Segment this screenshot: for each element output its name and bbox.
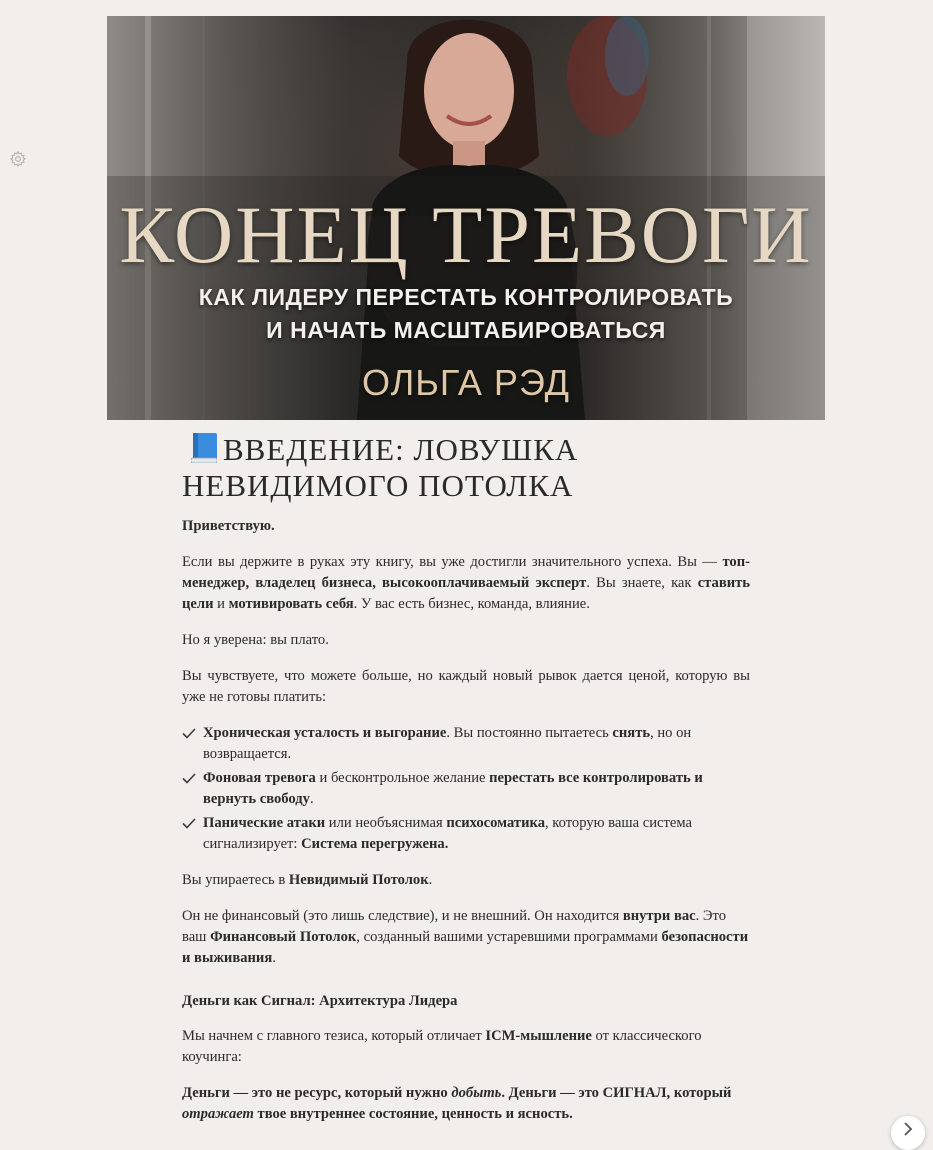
gear-icon[interactable]	[9, 150, 27, 168]
check-icon	[182, 773, 196, 784]
cover-subtitle-line1: КАК ЛИДЕРУ ПЕРЕСТАТЬ КОНТРОЛИРОВАТЬ	[198, 284, 734, 310]
book-cover	[107, 16, 825, 420]
book-icon	[191, 433, 217, 463]
chapter-title-text: ВВЕДЕНИЕ: ЛОВУШКА НЕВИДИМОГО ПОТОЛКА	[182, 432, 579, 503]
chevron-right-icon	[903, 1122, 913, 1136]
check-icon	[182, 728, 196, 739]
cover-author: ОЛЬГА РЭД	[361, 362, 571, 403]
cover-title: КОНЕЦ ТРЕВОГИ	[119, 189, 813, 280]
paragraph-intro: Если вы держите в руках эту книгу, вы уже достигли значительного успеха. Вы — топ-менеджер, владелец бизнеса, высокооплачиваемый эксперт. Вы знаете, как ставить цели и мотивировать себя. У вас есть бизнес, команда, влияние.	[182, 554, 750, 612]
greeting: Приветствую.	[182, 518, 275, 534]
paragraph-plateau: Но я уверена: вы плато.	[182, 632, 329, 648]
check-icon	[182, 818, 196, 829]
paragraph-thesis: Мы начнем с главного тезиса, который отличает ICM-мышление от классического коучинга:	[182, 1028, 702, 1065]
list-item: Панические атаки или необъяснимая психосоматика, которую ваша система сигнализирует: Система перегружена.	[182, 813, 750, 855]
cover-subtitle-line2: И НАЧАТЬ МАСШТАБИРОВАТЬСЯ	[266, 317, 666, 343]
symptom-checklist	[182, 723, 750, 855]
list-item: Хроническая усталость и выгорание. Вы постоянно пытаетесь снять, но он возвращается.	[182, 723, 750, 765]
paragraph-ceiling-detail: Он не финансовый (это лишь следствие), и не внешний. Он находится внутри вас. Это ваш Финансовый Потолок, созданный вашими устаревшими программами безопасности и выживания.	[182, 908, 749, 966]
section-heading: Деньги как Сигнал: Архитектура Лидера	[182, 993, 458, 1009]
next-page-button[interactable]	[891, 1116, 925, 1150]
paragraph-ceiling: Вы упираетесь в Невидимый Потолок.	[182, 872, 433, 888]
chapter-content	[182, 432, 750, 1140]
chapter-title	[182, 432, 750, 504]
paragraph-money-signal: Деньги — это не ресурс, который нужно добыть. Деньги — это СИГНАЛ, который отражает твое внутреннее состояние, ценность и ясность.	[182, 1085, 732, 1122]
paragraph-cost: Вы чувствуете, что можете больше, но каждый новый рывок дается ценой, которую вы уже не готовы платить:	[182, 668, 750, 705]
list-item: Фоновая тревога и бесконтрольное желание перестать все контролировать и вернуть свободу.	[182, 768, 750, 810]
